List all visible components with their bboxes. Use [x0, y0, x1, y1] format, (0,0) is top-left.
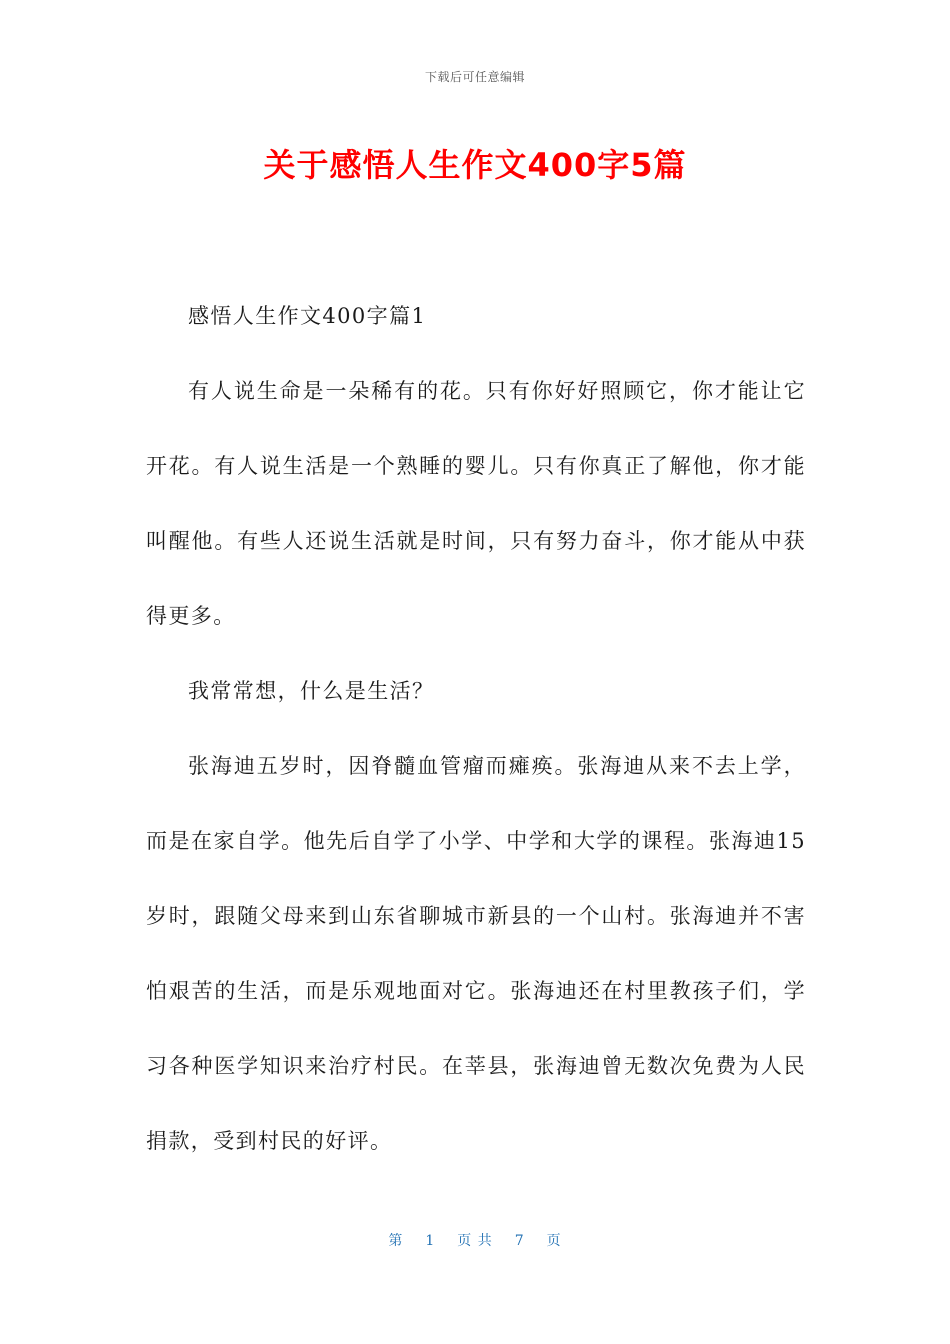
document-body: [146, 279, 806, 1179]
current-page-number: 1: [425, 1233, 436, 1249]
header-note: 下载后可任意编辑: [424, 70, 525, 84]
paragraph: 张海迪五岁时，因脊髓血管瘤而瘫痪。张海迪从来不去上学，而是在家自学。他先后自学了小学、中学和大学的课程。张海迪15岁时，跟随父母来到山东省聊城市新县的一个山村。张海迪并不害怕艰苦的生活，而是乐观地面对它。张海迪还在村里教孩子们，学习各种医学知识来治疗村民。在莘县，张海迪曾无数次免费为人民捐款，受到村民的好评。: [146, 754, 806, 1153]
paragraph: 有人说生命是一朵稀有的花。只有你好好照顾它，你才能让它开花。有人说生活是一个熟睡的婴儿。只有你真正了解他，你才能叫醒他。有些人还说生活就是时间，只有努力奋斗，你才能从中获得更多。: [146, 379, 806, 628]
page-label-middle: 页 共: [457, 1233, 493, 1249]
page-label-suffix: 页: [546, 1233, 562, 1249]
page-footer: [0, 1230, 950, 1250]
section-heading: 感悟人生作文400字篇1: [188, 304, 427, 328]
paragraph: 我常常想，什么是生活？: [188, 679, 435, 703]
total-pages-number: 7: [514, 1233, 525, 1249]
document-title: 关于感悟人生作文400字5篇: [263, 146, 687, 184]
page-label-prefix: 第: [388, 1233, 404, 1249]
